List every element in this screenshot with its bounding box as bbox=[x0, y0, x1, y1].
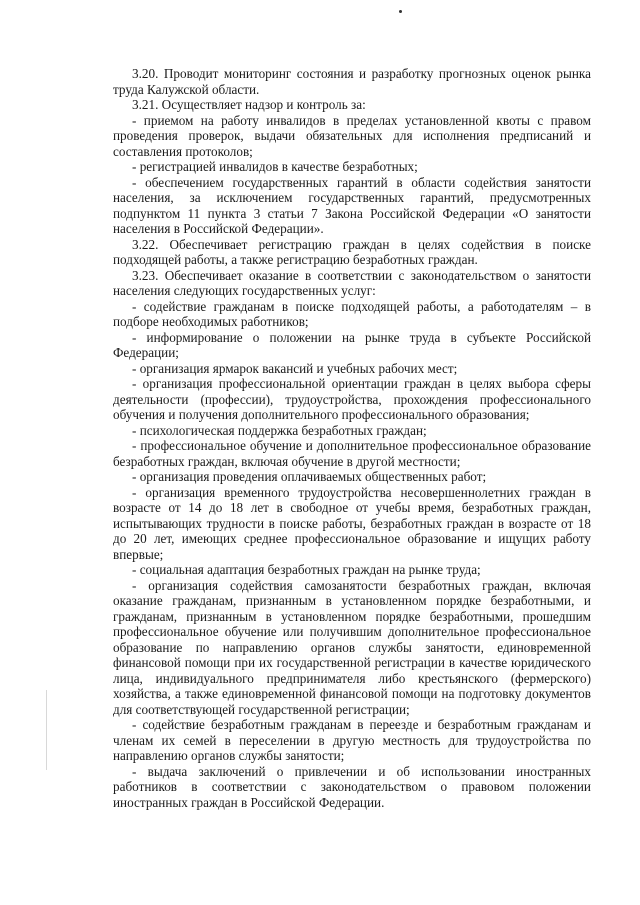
list-item: - организация проведения оплачиваемых общественных работ; bbox=[132, 469, 487, 484]
list-item: - организация содействия самозанятости безработных граждан, включая оказание гражданам, признанным в установленном порядке безработными, и гражданам, признанным в установленном порядке безработными, прошедшим профессиональное обучение или получившим дополнительное профессиональное образование по направлению органов службы занятости, единовременной финансовой помощи при их государственной регистрации в качестве юридического лица, индивидуального предпринимателя либо крестьянского (фермерского) хозяйства, а также единовременной финансовой помощи на подготовку документов для соответствующей государственной регистрации; bbox=[113, 577, 591, 717]
paragraph-3-22: 3.22. Обеспечивает регистрацию граждан в целях содействия в поиске подходящей работы, а также регистрацию безработных граждан. bbox=[113, 236, 591, 267]
list-item: - профессиональное обучение и дополнительное профессиональное образование безработных граждан, включая обучение в другой местности; bbox=[113, 438, 591, 469]
paragraph-3-20: 3.20. Проводит мониторинг состояния и разработку прогнозных оценок рынка труда Калужской области. bbox=[113, 66, 591, 97]
list-item: - организация временного трудоустройства несовершеннолетних граждан в возрасте от 14 до 18 лет в свободное от учебы время, безработных граждан, испытывающих трудности в поиске работы, безработных граждан в возрасте от 18 до 20 лет, имеющих среднее профессиональное образование и ищущих работу впервые; bbox=[113, 484, 591, 562]
list-item: - организация профессиональной ориентации граждан в целях выбора сферы деятельности (профессии), трудоустройства, прохождения профессионального обучения и получения дополнительного профессионального образования; bbox=[113, 376, 591, 422]
list-item: - приемом на работу инвалидов в пределах установленной квоты с правом проведения проверок, выдачи обязательных для исполнения предписаний и составления протоколов; bbox=[113, 112, 591, 159]
list-item: - регистрацией инвалидов в качестве безработных; bbox=[132, 159, 418, 174]
paragraph-3-21: 3.21. Осуществляет надзор и контроль за: bbox=[132, 97, 366, 112]
list-item: - выдача заключений о привлечении и об использовании иностранных работников в соответствии с законодательством о правовом положении иностранных граждан в Российской Федерации. bbox=[113, 763, 591, 810]
scan-edge-mark bbox=[46, 690, 47, 770]
document-body bbox=[113, 66, 591, 810]
scan-dot-mark bbox=[399, 10, 402, 13]
list-item: - содействие гражданам в поиске подходящей работы, а работодателям – в подборе необходимых работников; bbox=[113, 298, 591, 329]
list-item: - психологическая поддержка безработных граждан; bbox=[132, 422, 427, 438]
list-item: - обеспечением государственных гарантий в области содействия занятости населения, за исключением государственных гарантий, предусмотренных подпунктом 11 пункта 3 статьи 7 Закона Российской Федерации «О занятости населения в Российской Федерации». bbox=[113, 174, 591, 236]
list-item: - информирование о положении на рынке труда в субъекте Российской Федерации; bbox=[113, 329, 591, 360]
list-item: - содействие безработным гражданам в переезде и безработным гражданам и членам их семей в переселении в другую местность для трудоустройства по направлению органов службы занятости; bbox=[113, 717, 591, 763]
list-item: - социальная адаптация безработных граждан на рынке труда; bbox=[132, 562, 481, 577]
list-item: - организация ярмарок вакансий и учебных рабочих мест; bbox=[132, 360, 458, 376]
paragraph-3-23: 3.23. Обеспечивает оказание в соответствии с законодательством о занятости населения следующих государственных услуг: bbox=[113, 267, 591, 298]
